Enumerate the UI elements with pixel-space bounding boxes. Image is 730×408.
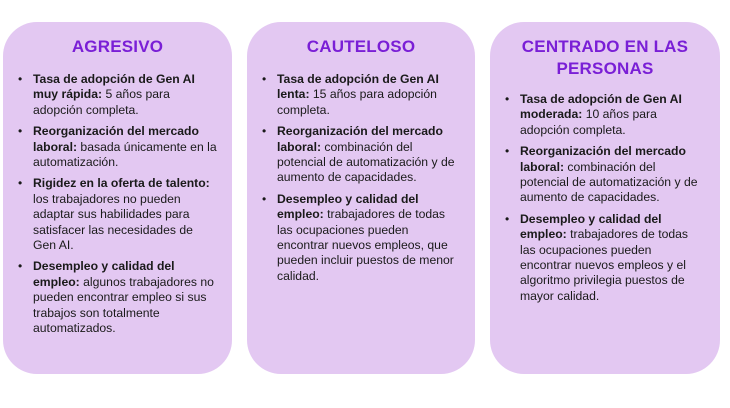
item-text: combinación del potencial de automatización y de aumento de capacidades.	[277, 139, 455, 185]
bullet-icon: •	[505, 211, 510, 226]
bullet-icon: •	[505, 144, 510, 159]
bullet-icon: •	[505, 92, 510, 106]
list-item	[261, 124, 461, 186]
item-label: Desempleo y calidad del empleo:	[520, 211, 662, 242]
card-title: CAUTELOSO	[306, 37, 416, 56]
item-list	[261, 72, 461, 284]
list-item	[17, 259, 218, 336]
scenario-card-centrado-en-las-personas	[490, 22, 720, 374]
item-text: algunos trabajadores no pueden encontrar empleo si sus trabajos son totalmente automatizados.	[33, 274, 214, 336]
list-item	[504, 144, 706, 206]
item-text: 15 años para adopción completa.	[277, 87, 437, 117]
item-text: basada únicamente en la automatización.	[33, 139, 217, 170]
bullet-icon: •	[262, 191, 267, 206]
item-label: Desempleo y calidad del empleo:	[33, 259, 175, 289]
list-item	[504, 212, 706, 304]
item-text: trabajadores de todas las ocupaciones pueden encontrar nuevos empleos y el algoritmo privilegia puestos de mayor calidad.	[520, 227, 689, 303]
bullet-icon: •	[18, 176, 23, 191]
item-label: Tasa de adopción de Gen AI moderada:	[520, 92, 682, 122]
list-item	[504, 92, 706, 138]
item-text: los trabajadores no pueden adaptar sus habilidades para satisfacer las necesidades de Gen AI.	[33, 191, 193, 253]
item-list	[504, 92, 706, 304]
item-list	[17, 72, 218, 337]
item-label: Rigidez en la oferta de talento:	[33, 176, 210, 191]
item-text: combinación del potencial de automatización y de aumento de capacidades.	[520, 159, 698, 205]
list-item	[261, 192, 461, 284]
item-label: Tasa de adopción de Gen AI lenta:	[277, 72, 439, 102]
list-item	[17, 176, 218, 253]
bullet-icon: •	[18, 259, 23, 274]
list-item	[261, 72, 461, 118]
item-text: 5 años para adopción completa.	[33, 87, 170, 117]
item-label: Desempleo y calidad del empleo:	[277, 191, 419, 222]
card-title: CENTRADO EN LAS PERSONAS	[521, 37, 689, 78]
bullet-icon: •	[262, 72, 267, 86]
list-item	[17, 72, 218, 118]
card-title: AGRESIVO	[71, 37, 164, 56]
bullet-icon: •	[262, 124, 267, 139]
bullet-icon: •	[18, 72, 23, 86]
item-label: Reorganización del mercado laboral:	[520, 144, 686, 174]
bullet-icon: •	[18, 124, 23, 139]
item-label: Tasa de adopción de Gen AI muy rápida:	[33, 72, 195, 102]
scenario-card-agresivo	[3, 22, 232, 374]
item-text: trabajadores de todas las ocupaciones pueden encontrar nuevos empleos, que pueden incluir puestos de menor calidad.	[277, 207, 454, 283]
item-label: Reorganización del mercado laboral:	[33, 124, 199, 154]
item-text: 10 años para adopción completa.	[520, 107, 657, 137]
item-label: Reorganización del mercado laboral:	[277, 124, 443, 154]
scenario-card-cauteloso	[247, 22, 475, 374]
list-item	[17, 124, 218, 170]
